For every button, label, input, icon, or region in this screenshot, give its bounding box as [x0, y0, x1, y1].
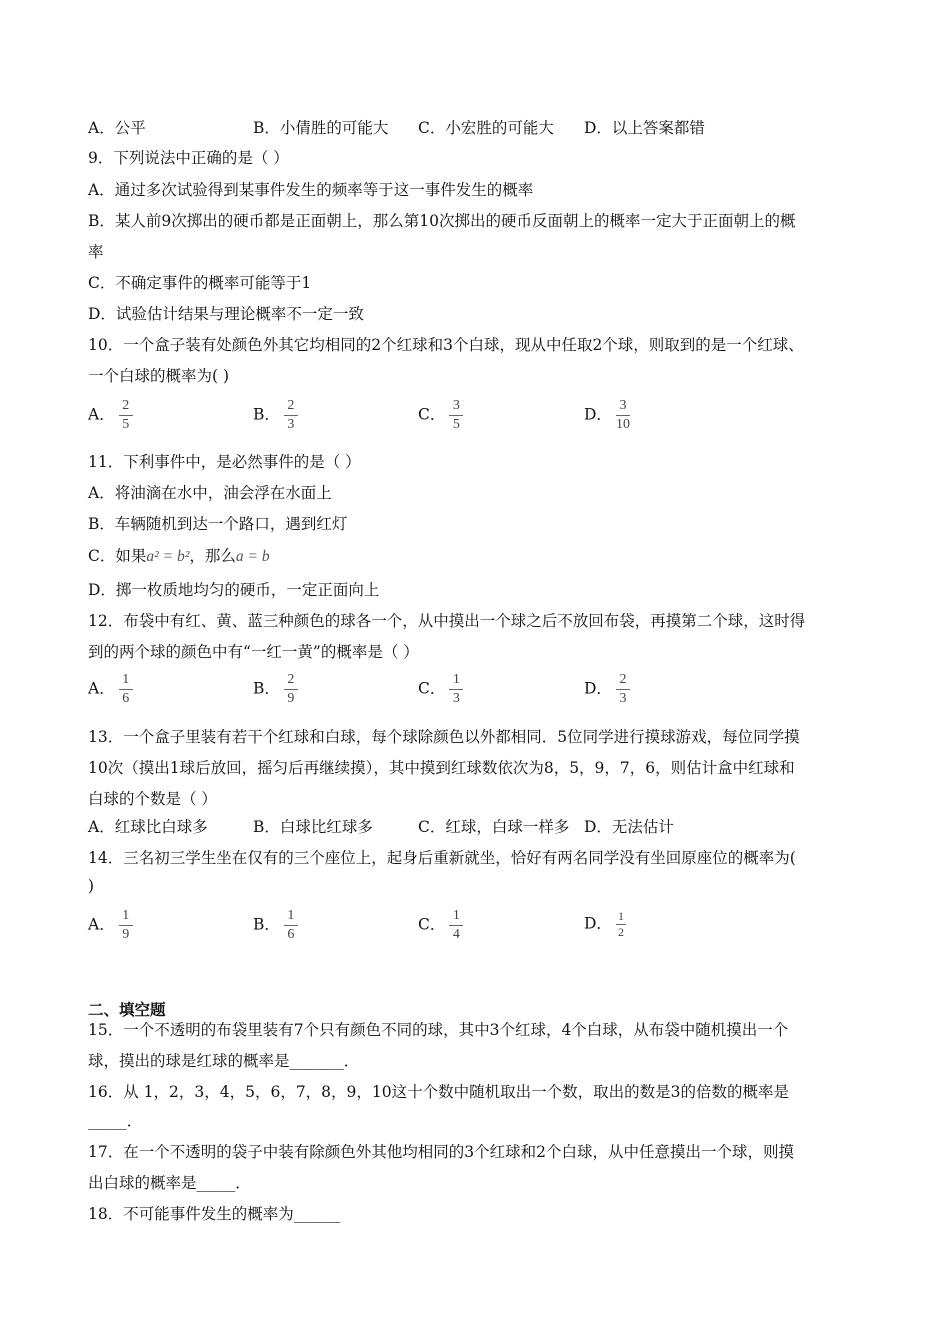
q10-option-b: B． $\frac{2}{3}$ — [253, 398, 298, 433]
q13-stem-line3: 白球的个数是（ ） — [88, 790, 217, 808]
fraction: $\frac{2}{5}$ — [119, 398, 133, 433]
q16-stem-line1: 16．从 1，2，3，4，5，6，7，8，9，10这十个数中随机取出一个数，取出的数是3的倍数的概率是 — [88, 1083, 789, 1101]
fraction: $\frac{1}{9}$ — [119, 908, 133, 943]
q9-option-d: D．试验估计结果与理论概率不一定一致 — [88, 305, 364, 323]
q15-stem-line2: 球，摸出的球是红球的概率是_______． — [88, 1052, 360, 1070]
q8-option-d: D．以上答案都错 — [584, 119, 705, 137]
q9-option-c: C．不确定事件的概率可能等于1 — [88, 274, 312, 292]
q13-stem-line1: 13．一个盒子里装有若干个红球和白球，每个球除颜色以外都相同．5位同学进行摸球游戏，每位同学摸 — [88, 728, 800, 746]
fraction: $\frac{1}{6}$ — [119, 672, 133, 707]
q18-stem: 18．不可能事件发生的概率为______ — [88, 1205, 341, 1223]
q11-option-a: A．将油滴在水中，油会浮在水面上 — [88, 484, 332, 502]
q13-option-a: A．红球比白球多 — [88, 818, 208, 836]
fraction: $\frac{3}{10}$ — [615, 398, 630, 432]
q10-stem-line1: 10．一个盒子装有处颜色外其它均相同的2个红球和3个白球，现从中任取2个球，则取到的是一个红球、 — [88, 336, 804, 354]
q8-option-c: C．小宏胜的可能大 — [418, 119, 554, 137]
q8-option-b: B．小倩胜的可能大 — [253, 119, 389, 137]
q14-option-c: C． $\frac{1}{4}$ — [418, 908, 463, 943]
q14-stem-line2: ) — [88, 877, 95, 895]
fraction: $\frac{1}{3}$ — [449, 672, 463, 707]
q9-option-a: A．通过多次试验得到某事件发生的频率等于这一事件发生的概率 — [88, 181, 534, 199]
q11-stem: 11．下利事件中，是必然事件的是（ ） — [88, 453, 361, 471]
q11-option-c: C．如果a² = b²，那么a = b — [88, 547, 270, 565]
q9-stem: 9．下列说法中正确的是（ ） — [88, 149, 289, 167]
math-expression: a = b — [235, 548, 270, 565]
q17-stem-line1: 17．在一个不透明的袋子中装有除颜色外其他均相同的3个红球和2个白球，从中任意摸出一个球，则摸 — [88, 1143, 794, 1161]
q11-option-b: B．车辆随机到达一个路口，遇到红灯 — [88, 515, 348, 533]
fraction: $\frac{2}{3}$ — [616, 672, 630, 707]
q10-option-a: A． $\frac{2}{5}$ — [88, 398, 133, 433]
q12-option-b: B． $\frac{2}{9}$ — [253, 672, 298, 707]
q13-option-c: C．红球，白球一样多 — [418, 818, 570, 836]
q12-option-d: D． $\frac{2}{3}$ — [584, 672, 630, 707]
q9-option-b-line2: 率 — [88, 243, 104, 261]
fraction: $\frac{3}{5}$ — [449, 398, 463, 433]
fraction: $\frac{1}{6}$ — [284, 908, 298, 943]
fraction: $\frac{2}{9}$ — [284, 672, 298, 707]
q14-option-b: B． $\frac{1}{6}$ — [253, 908, 298, 943]
q17-stem-line2: 出白球的概率是_____． — [88, 1174, 251, 1192]
fraction: $\frac{2}{3}$ — [284, 398, 298, 433]
q10-option-c: C． $\frac{3}{5}$ — [418, 398, 463, 433]
q13-stem-line2: 10次（摸出1球后放回，摇匀后再继续摸），其中摸到红球数依次为8，5，9，7，6，则估计盒中红球和 — [88, 759, 795, 777]
q13-option-d: D．无法估计 — [584, 818, 674, 836]
q14-option-d: D． $\frac{1}{2}$ — [584, 909, 624, 939]
q12-stem-line2: 到的两个球的颜色中有“一红一黄”的概率是（ ） — [88, 643, 419, 661]
q15-stem-line1: 15．一个不透明的布袋里装有7个只有颜色不同的球，其中3个红球，4个白球，从布袋中随机摸出一个 — [88, 1021, 789, 1039]
q10-stem-line2: 一个白球的概率为( ) — [88, 367, 230, 385]
q14-stem-line1: 14．三名初三学生坐在仅有的三个座位上，起身后重新就坐，恰好有两名同学没有坐回原座位的概率为( — [88, 849, 796, 867]
q12-stem-line1: 12．布袋中有红、黄、蓝三种颜色的球各一个，从中摸出一个球之后不放回布袋，再摸第二个球，这时得 — [88, 612, 806, 630]
q11-option-d: D．掷一枚质地均匀的硬币，一定正面向上 — [88, 581, 380, 599]
q14-option-a: A． $\frac{1}{9}$ — [88, 908, 133, 943]
q8-option-a: A．公平 — [88, 119, 146, 137]
q12-option-c: C． $\frac{1}{3}$ — [418, 672, 463, 707]
q12-option-a: A． $\frac{1}{6}$ — [88, 672, 133, 707]
math-expression: a² = b² — [146, 548, 190, 565]
q16-stem-line2: _____． — [88, 1112, 143, 1130]
q10-option-d: D． $\frac{3}{10}$ — [584, 398, 630, 432]
fraction: $\frac{1}{2}$ — [617, 909, 624, 939]
q9-option-b-line1: B．某人前9次掷出的硬币都是正面朝上，那么第10次掷出的硬币反面朝上的概率一定大于正面朝上的概 — [88, 212, 796, 230]
fraction: $\frac{1}{4}$ — [449, 908, 463, 943]
q13-option-b: B．白球比红球多 — [253, 818, 373, 836]
section-heading: 二、填空题 — [88, 1000, 166, 1019]
